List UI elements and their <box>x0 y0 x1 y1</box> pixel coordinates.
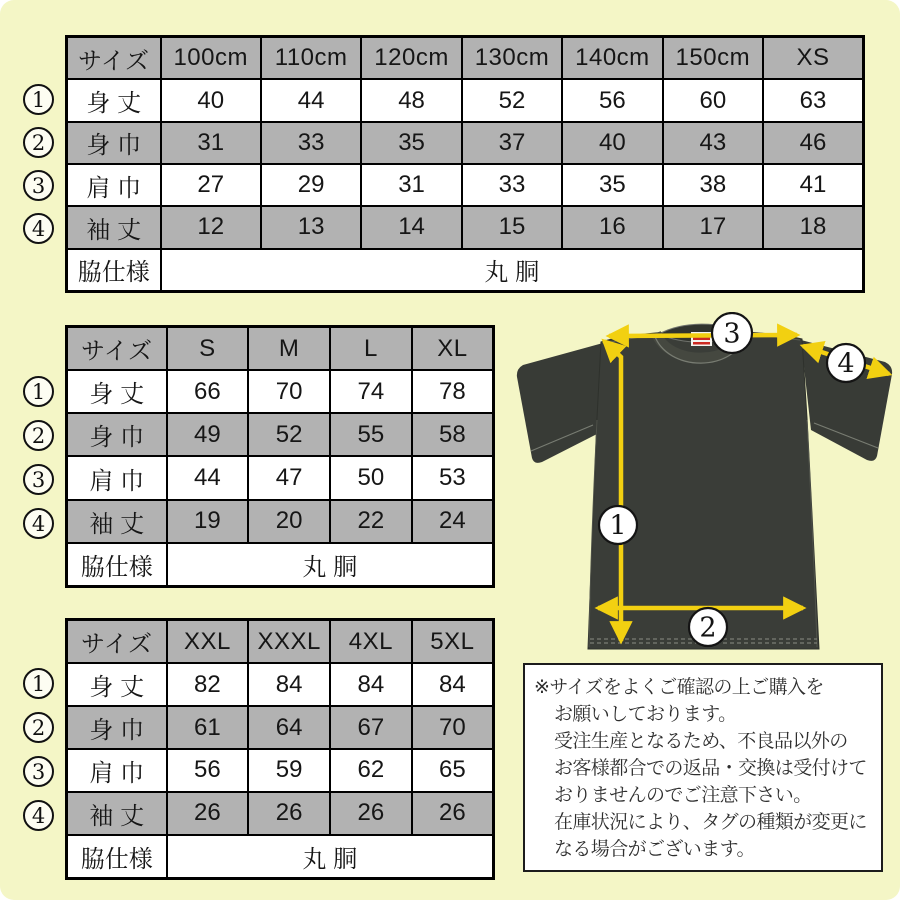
table-row-body-width <box>67 706 494 749</box>
row-label: 身 丈 <box>67 663 167 706</box>
value-cell: 40 <box>562 122 662 164</box>
value-cell: 41 <box>763 164 863 206</box>
value-cell: 50 <box>330 456 412 499</box>
value-cell: 61 <box>167 706 249 749</box>
size-header-cell: 4XL <box>330 620 412 664</box>
row-label: 肩 巾 <box>67 456 167 499</box>
purchase-note <box>523 663 883 872</box>
left-sleeve <box>517 343 603 463</box>
size-header-cell: S <box>167 327 249 371</box>
row-label: 袖 丈 <box>67 206 161 248</box>
size-header-cell: 150cm <box>663 37 763 80</box>
note-line: お願いしております。 <box>554 704 737 725</box>
value-cell: 27 <box>161 164 261 206</box>
table-row-body-width <box>67 122 864 164</box>
size-header-cell: 140cm <box>562 37 662 80</box>
marker-4-icon: 4 <box>23 800 54 831</box>
marker-3-icon: 3 <box>23 170 54 201</box>
table-row-body-width <box>67 413 494 456</box>
row-label: 袖 丈 <box>67 792 167 835</box>
value-cell: 55 <box>330 413 412 456</box>
row-label: 身 丈 <box>67 370 167 413</box>
value-cell: 15 <box>462 206 562 248</box>
size-header-cell: サイズ <box>67 37 161 80</box>
value-cell: 24 <box>412 500 494 543</box>
row-label: 身 巾 <box>67 122 161 164</box>
value-cell: 84 <box>330 663 412 706</box>
marker-3-icon: 3 <box>23 464 54 495</box>
value-cell: 44 <box>167 456 249 499</box>
table-row-sleeve-length <box>67 792 494 835</box>
value-cell: 52 <box>248 413 330 456</box>
marker-1-label: 1 <box>609 510 627 542</box>
value-cell: 18 <box>763 206 863 248</box>
value-cell: 35 <box>562 164 662 206</box>
marker-4-label: 4 <box>837 348 855 380</box>
row-label: 身 丈 <box>67 79 161 121</box>
marker-1-icon: 1 <box>23 668 54 699</box>
value-cell: 64 <box>248 706 330 749</box>
value-cell: 16 <box>562 206 662 248</box>
table-row-sleeve-length <box>67 500 494 543</box>
marker-2-label: 2 <box>699 612 717 644</box>
row-label: 肩 巾 <box>67 749 167 792</box>
tshirt-measure-diagram <box>505 312 895 660</box>
arrow-shoulder-width <box>609 335 797 336</box>
size-header-cell: XS <box>763 37 863 80</box>
marker-1-icon: 1 <box>23 376 54 407</box>
value-cell: 33 <box>462 164 562 206</box>
note-line: なる場合がございます。 <box>554 839 755 860</box>
marker-4-icon: 4 <box>23 213 54 244</box>
size-header-cell: XXL <box>167 620 249 664</box>
row-label: 肩 巾 <box>67 164 161 206</box>
table-row-body-length <box>67 663 494 706</box>
value-cell: 62 <box>330 749 412 792</box>
size-header-cell: 100cm <box>161 37 261 80</box>
value-cell: 70 <box>412 706 494 749</box>
value-cell: 56 <box>562 79 662 121</box>
table-row-shoulder-width <box>67 456 494 499</box>
marker-3-label: 3 <box>723 318 741 350</box>
size-header-cell: 120cm <box>361 37 461 80</box>
value-cell: 33 <box>261 122 361 164</box>
row-label: 脇仕様 <box>67 249 161 292</box>
value-cell: 35 <box>361 122 461 164</box>
size-table-big <box>65 618 495 880</box>
value-cell: 56 <box>167 749 249 792</box>
value-cell: 46 <box>763 122 863 164</box>
marker-3-icon: 3 <box>23 756 54 787</box>
note-line: お客様都合での返品・交換は受付けて <box>554 758 867 779</box>
value-cell: 44 <box>261 79 361 121</box>
row-label: 脇仕様 <box>67 835 167 879</box>
value-cell: 48 <box>361 79 461 121</box>
size-header-cell: XL <box>412 327 494 371</box>
table-footer-row <box>67 249 864 292</box>
size-header-cell: XXXL <box>248 620 330 664</box>
value-cell: 78 <box>412 370 494 413</box>
size-header-cell: 110cm <box>261 37 361 80</box>
value-cell: 26 <box>167 792 249 835</box>
value-cell: 43 <box>663 122 763 164</box>
note-line: おりませんのでご注意下さい。 <box>554 785 812 806</box>
row-label: 身 巾 <box>67 413 167 456</box>
value-cell: 60 <box>663 79 763 121</box>
value-cell: 17 <box>663 206 763 248</box>
side-spec-cell: 丸 胴 <box>167 835 494 879</box>
size-header-cell: 130cm <box>462 37 562 80</box>
value-cell: 47 <box>248 456 330 499</box>
size-header-cell: サイズ <box>67 327 167 371</box>
size-table-kids <box>65 35 865 293</box>
value-cell: 22 <box>330 500 412 543</box>
table-row-sleeve-length <box>67 206 864 248</box>
note-line: 受注生産となるため、不良品以外の <box>554 731 848 752</box>
value-cell: 58 <box>412 413 494 456</box>
size-table-adult <box>65 325 495 588</box>
size-header-cell: M <box>248 327 330 371</box>
value-cell: 12 <box>161 206 261 248</box>
value-cell: 31 <box>361 164 461 206</box>
size-header-cell: L <box>330 327 412 371</box>
value-cell: 65 <box>412 749 494 792</box>
marker-4-icon: 4 <box>23 508 54 539</box>
value-cell: 52 <box>462 79 562 121</box>
value-cell: 66 <box>167 370 249 413</box>
table-row-body-length <box>67 370 494 413</box>
row-label: 袖 丈 <box>67 500 167 543</box>
value-cell: 13 <box>261 206 361 248</box>
marker-2-icon: 2 <box>23 127 54 158</box>
value-cell: 63 <box>763 79 863 121</box>
value-cell: 53 <box>412 456 494 499</box>
value-cell: 14 <box>361 206 461 248</box>
value-cell: 74 <box>330 370 412 413</box>
size-header-cell: 5XL <box>412 620 494 664</box>
value-cell: 84 <box>248 663 330 706</box>
value-cell: 40 <box>161 79 261 121</box>
value-cell: 20 <box>248 500 330 543</box>
value-cell: 84 <box>412 663 494 706</box>
value-cell: 26 <box>330 792 412 835</box>
size-header-cell: サイズ <box>67 620 167 664</box>
table-header-row <box>67 620 494 664</box>
side-spec-cell: 丸 胴 <box>161 249 864 292</box>
table-row-shoulder-width <box>67 164 864 206</box>
value-cell: 38 <box>663 164 763 206</box>
value-cell: 19 <box>167 500 249 543</box>
table-header-row <box>67 37 864 80</box>
side-spec-cell: 丸 胴 <box>167 543 494 587</box>
table-footer-row <box>67 835 494 879</box>
value-cell: 59 <box>248 749 330 792</box>
value-cell: 82 <box>167 663 249 706</box>
row-label: 身 巾 <box>67 706 167 749</box>
table-footer-row <box>67 543 494 587</box>
value-cell: 29 <box>261 164 361 206</box>
note-line: ※サイズをよくご確認の上ご購入を <box>534 677 824 698</box>
note-line: 在庫状況により、タグの種類が変更に <box>554 812 867 833</box>
value-cell: 31 <box>161 122 261 164</box>
value-cell: 49 <box>167 413 249 456</box>
marker-2-icon: 2 <box>23 420 54 451</box>
value-cell: 67 <box>330 706 412 749</box>
value-cell: 26 <box>248 792 330 835</box>
value-cell: 26 <box>412 792 494 835</box>
marker-2-icon: 2 <box>23 712 54 743</box>
table-row-body-length <box>67 79 864 121</box>
marker-1-icon: 1 <box>23 84 54 115</box>
table-row-shoulder-width <box>67 749 494 792</box>
row-label: 脇仕様 <box>67 543 167 587</box>
value-cell: 37 <box>462 122 562 164</box>
table-header-row <box>67 327 494 371</box>
value-cell: 70 <box>248 370 330 413</box>
